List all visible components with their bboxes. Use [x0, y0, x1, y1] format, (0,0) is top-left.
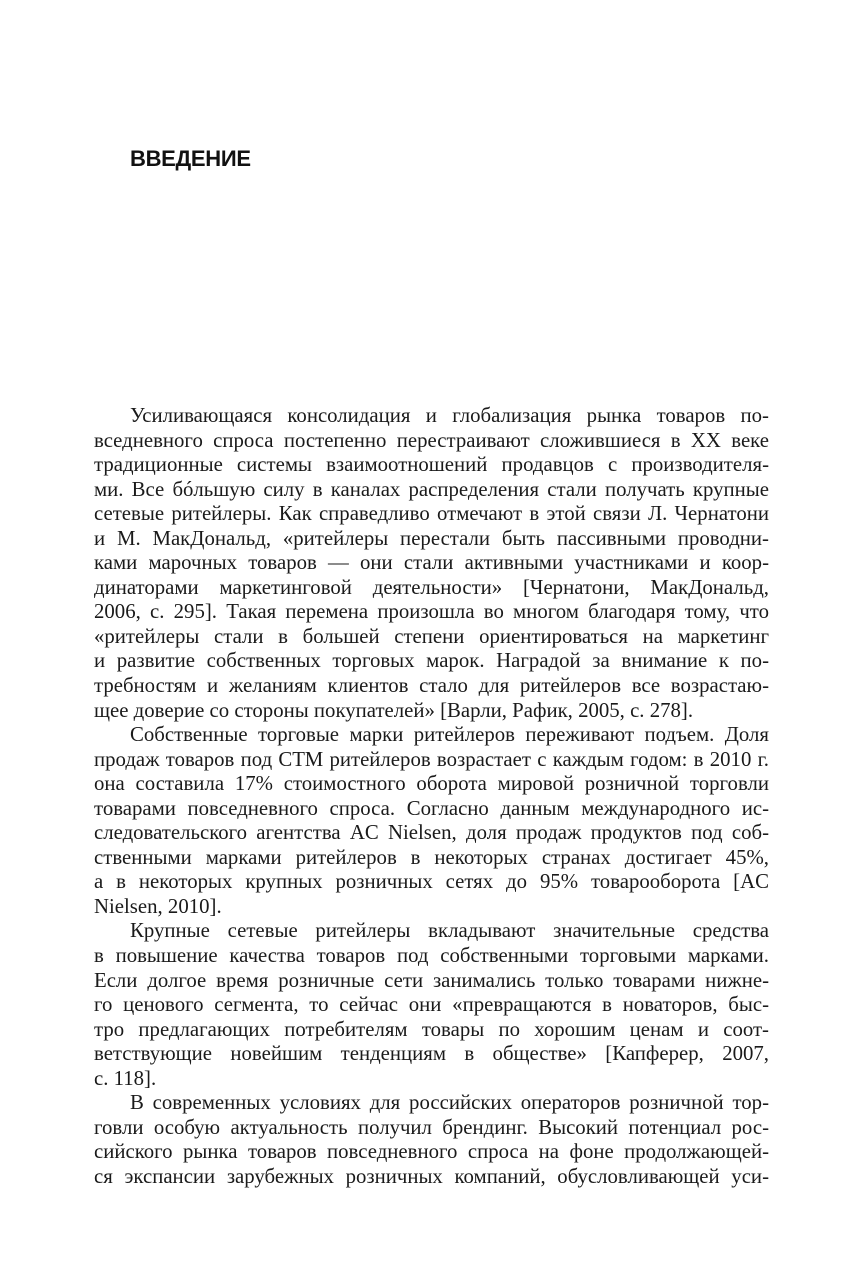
- text-line: сийского рынка товаров повседневного спроса на фоне продолжающей-: [94, 1140, 769, 1164]
- text-line: в повышение качества товаров под собственными торговыми марками.: [94, 944, 769, 968]
- text-line: «ритейлеры стали в большей степени ориентироваться на маркетинг: [94, 624, 769, 648]
- text-line: вседневного спроса постепенно перестраивают сложившиеся в XX веке: [94, 428, 769, 452]
- text-line: она составила 17% стоимостного оборота мировой розничной торговли: [94, 772, 769, 796]
- text-line: Собственные торговые марки ритейлеров переживают подъем. Доля: [130, 723, 769, 747]
- text-line: Nielsen, 2010].: [94, 894, 222, 918]
- body-text: [94, 404, 769, 1190]
- text-line: Усиливающаяся консолидация и глобализация рынка товаров по-: [130, 404, 769, 427]
- paragraph: [94, 404, 769, 723]
- text-line: требностям и желаниям клиентов стало для ритейлеров все возрастаю-: [94, 674, 769, 698]
- text-line: ками марочных товаров — они стали активными участниками и коор-: [94, 551, 769, 575]
- chapter-title: ВВЕДЕНИЕ: [130, 146, 251, 171]
- text-line: тро предлагающих потребителям товары по хорошим ценам и соот-: [94, 1017, 769, 1041]
- text-line: и М. МакДональд, «ритейлеры перестали быть пассивными проводни-: [94, 526, 769, 550]
- paragraph: [94, 723, 769, 919]
- text-line: сетевые ритейлеры. Как справедливо отмечают в этой связи Л. Чернатони: [94, 502, 769, 526]
- text-line: ственными марками ритейлеров в некоторых странах достигает 45%,: [94, 845, 769, 869]
- text-line: следовательского агентства AC Nielsen, доля продаж продуктов под соб-: [94, 821, 769, 845]
- text-line: а в некоторых крупных розничных сетях до 95% товарооборота [AC: [94, 870, 769, 894]
- text-line: товарами повседневного спроса. Согласно данным международного ис-: [94, 796, 769, 820]
- text-line: щее доверие со стороны покупателей» [Варли, Рафик, 2005, с. 278].: [94, 698, 694, 722]
- text-line: Крупные сетевые ритейлеры вкладывают значительные средства: [130, 919, 769, 943]
- text-line: говли особую актуальность получил брендинг. Высокий потенциал рос-: [94, 1115, 769, 1139]
- text-line: традиционные системы взаимоотношений продавцов с производителя-: [94, 453, 769, 477]
- text-line: продаж товаров под СТМ ритейлеров возрастает с каждым годом: в 2010 г.: [94, 747, 769, 771]
- text-line: ми. Все бóльшую силу в каналах распределения стали получать крупные: [94, 477, 769, 501]
- text-line: го ценового сегмента, то сейчас они «превращаются в новаторов, быс-: [94, 993, 769, 1017]
- text-line: В современных условиях для российских операторов розничной тор-: [130, 1091, 769, 1115]
- text-line: с. 118].: [94, 1066, 157, 1090]
- text-line: ся экспансии зарубежных розничных компаний, обусловливающей уси-: [94, 1164, 769, 1188]
- text-line: ветствующие новейшим тенденциям в обществе» [Капферер, 2007,: [94, 1042, 769, 1066]
- text-line: и развитие собственных торговых марок. Наградой за внимание к по-: [94, 649, 769, 673]
- paragraph: [94, 919, 769, 1091]
- paragraph: [94, 1091, 769, 1189]
- text-line: динаторами маркетинговой деятельности» [Чернатони, МакДональд,: [94, 575, 769, 599]
- text-line: 2006, с. 295]. Такая перемена произошла во многом благодаря тому, что: [94, 600, 769, 624]
- text-line: Если долгое время розничные сети занимались только товарами нижне-: [94, 968, 769, 992]
